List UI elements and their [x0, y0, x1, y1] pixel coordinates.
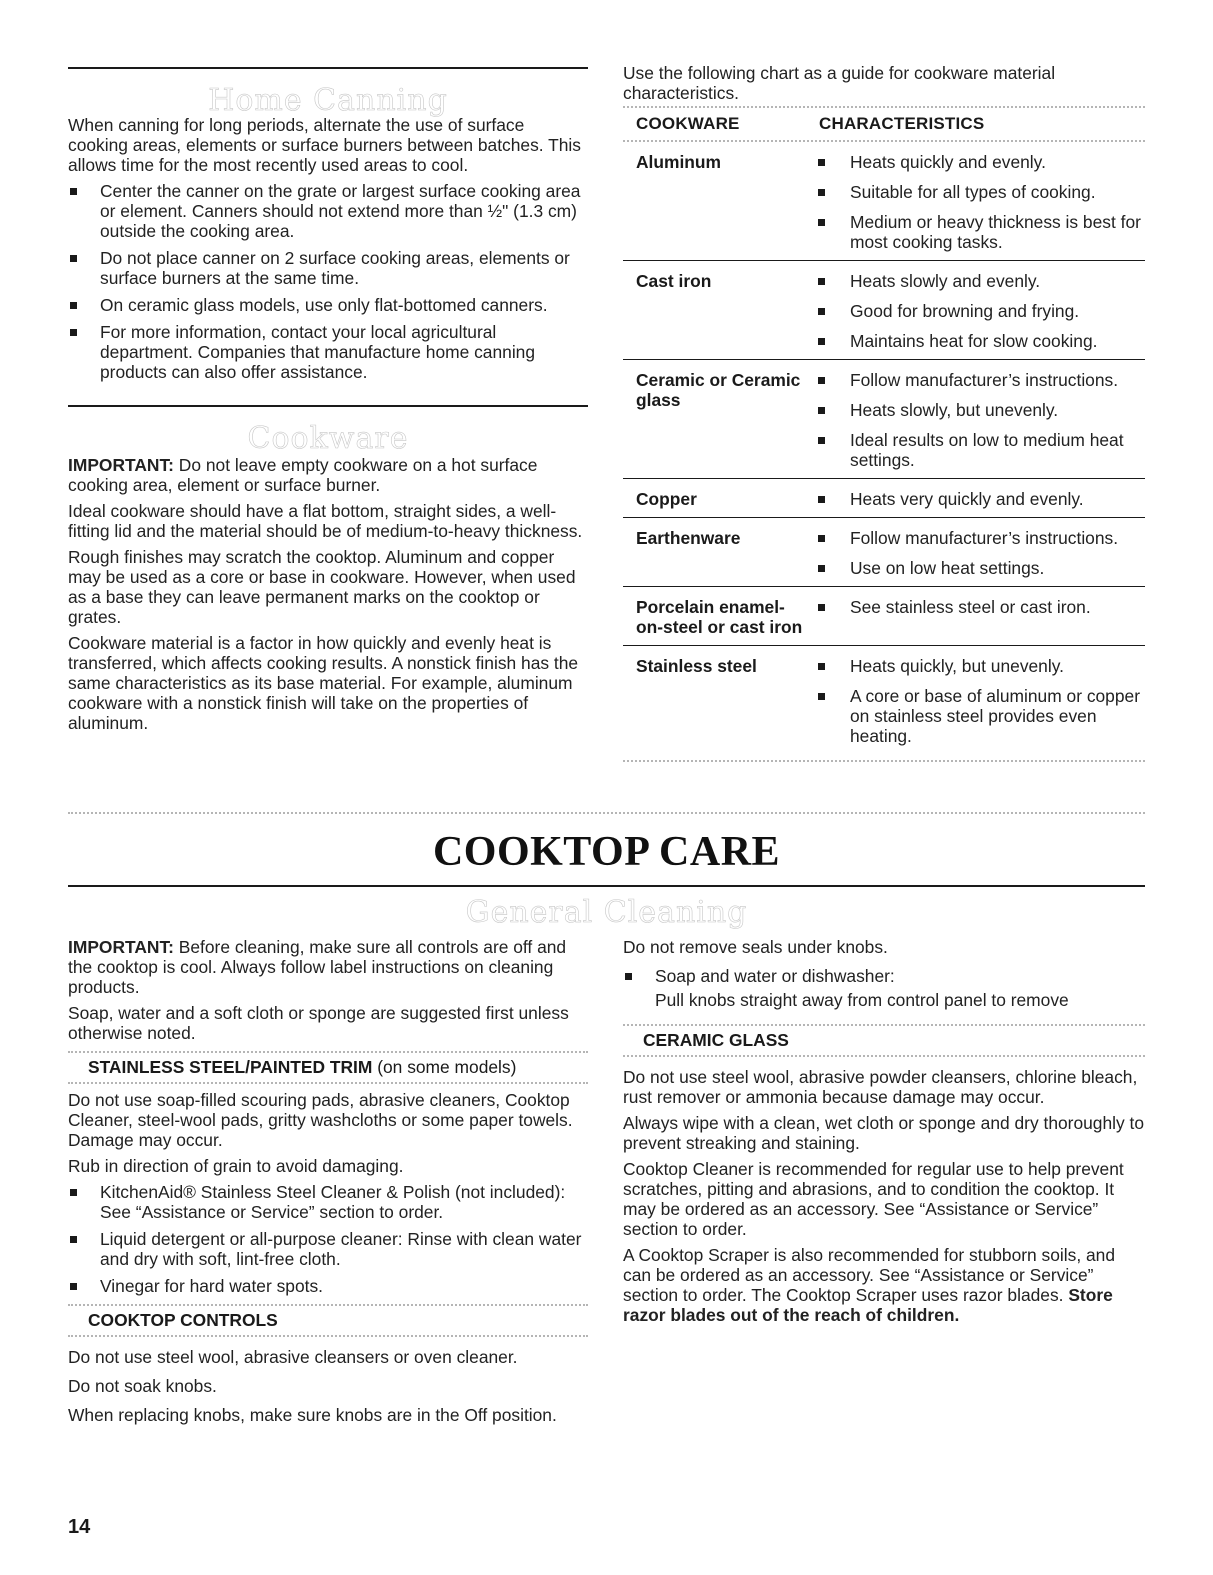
- list-item: Liquid detergent or all-purpose cleaner: Rinse with clean water and dry with soft, lint-free cloth.: [68, 1229, 588, 1269]
- table-row: Earthenware Follow manufacturer’s instructions. Use on low heat settings.: [623, 518, 1145, 587]
- list-item: On ceramic glass models, use only flat-bottomed canners.: [68, 295, 588, 315]
- stainless-paragraph: Rub in direction of grain to avoid damaging.: [68, 1156, 404, 1176]
- dotted-divider: [623, 760, 1145, 762]
- column-header-cookware: COOKWARE: [636, 114, 740, 133]
- title-dotted-rule: [68, 812, 1145, 814]
- bullet-icon: [818, 535, 825, 542]
- controls-paragraph: Do not soak knobs.: [68, 1376, 217, 1396]
- stainless-paragraph: Do not use soap-filled scouring pads, abrasive cleaners, Cooktop Cleaner, steel-wool pads, gritty washcloths or some paper towels. Damage may occur.: [68, 1090, 573, 1150]
- cookware-paragraph: Cookware material is a factor in how quickly and evenly heat is transferred, which affects cooking results. A nonstick finish has the same characteristics as its base material. For example, aluminum cookware with a nonstick finish will take on the properties of aluminum.: [68, 633, 579, 733]
- home-canning-section: [68, 67, 588, 389]
- bullet-icon: [818, 604, 825, 611]
- list-item: Center the canner on the grate or largest surface cooking area or element. Canners should not extend more than ½" (1.3 cm) outside the cooking area.: [68, 181, 588, 241]
- bullet-icon: [70, 1236, 77, 1243]
- section-rule: [68, 67, 588, 69]
- cookware-section: [68, 405, 588, 739]
- title-rule: [68, 885, 1145, 887]
- table-header: [623, 108, 1145, 140]
- bullet-icon: [818, 377, 825, 384]
- column-header-characteristics: CHARACTERISTICS: [819, 114, 985, 133]
- controls-paragraph: When replacing knobs, make sure knobs are in the Off position.: [68, 1405, 557, 1425]
- table-row: Stainless steel Heats quickly, but unevenly. A core or base of aluminum or copper on stainless steel provides even heating.: [636, 656, 1140, 746]
- bullet-icon: [818, 159, 825, 166]
- cookware-paragraph: Rough finishes may scratch the cooktop. Aluminum and copper may be used as a core or base in cookware. However, when used as a base they can leave permanent marks on the cooktop or grates.: [68, 547, 576, 627]
- bullet-icon: [70, 329, 77, 336]
- home-canning-intro: When canning for long periods, alternate the use of surface cooking areas, elements or surface burners between batches. This allows time for the most recently used areas to cool.: [68, 115, 581, 175]
- controls-bullet-detail: Pull knobs straight away from control panel to remove: [655, 990, 1069, 1010]
- bullet-icon: [70, 1189, 77, 1196]
- cleaning-important: IMPORTANT: Before cleaning, make sure all controls are off and the cooktop is cool. Always follow label instructions on cleaning products.: [68, 937, 567, 997]
- list-item: For more information, contact your local agricultural department. Companies that manufacture home canning products can also offer assistance.: [68, 322, 588, 382]
- home-canning-heading: Home Canning: [208, 83, 448, 118]
- bullet-icon: [818, 189, 825, 196]
- ceramic-paragraph: Do not use steel wool, abrasive powder cleansers, chlorine bleach, rust remover or ammonia because damage may occur.: [623, 1067, 1138, 1107]
- cookware-heading: Cookware: [247, 421, 409, 456]
- controls-paragraph: Do not use steel wool, abrasive cleansers or oven cleaner.: [68, 1347, 518, 1367]
- cookware-chart: [623, 63, 1145, 762]
- table-row: Cast iron Heats slowly and evenly. Good for browning and frying. Maintains heat for slow cooking.: [623, 261, 1145, 360]
- dotted-divider: [68, 1335, 588, 1337]
- table-row: Porcelain enamel-on-steel or cast iron See stainless steel or cast iron.: [623, 587, 1145, 646]
- bullet-icon: [818, 437, 825, 444]
- table-row: Copper Heats very quickly and evenly.: [623, 479, 1145, 518]
- dotted-divider: [623, 1055, 1145, 1057]
- cookware-important: IMPORTANT: Do not leave empty cookware on a hot surface cooking area, element or surface burner.: [68, 455, 538, 495]
- list-item: Do not place canner on 2 surface cooking areas, elements or surface burners at the same time.: [68, 248, 588, 288]
- bullet-icon: [818, 663, 825, 670]
- list-item: Vinegar for hard water spots.: [68, 1276, 588, 1296]
- cleaning-soap-note: Soap, water and a soft cloth or sponge are suggested first unless otherwise noted.: [68, 1003, 569, 1043]
- page-title: COOKTOP CARE: [432, 829, 781, 875]
- list-item: KitchenAid® Stainless Steel Cleaner & Polish (not included): See “Assistance or Service” section to order.: [68, 1182, 588, 1222]
- controls-subhead: COOKTOP CONTROLS: [88, 1310, 278, 1330]
- ceramic-paragraph: Always wipe with a clean, wet cloth or sponge and dry thoroughly to prevent streaking and staining.: [623, 1113, 1145, 1153]
- bullet-icon: [818, 407, 825, 414]
- list-item: Soap and water or dishwasher:: [623, 966, 1145, 986]
- ceramic-subhead: CERAMIC GLASS: [643, 1030, 789, 1050]
- bullet-icon: [70, 302, 77, 309]
- stainless-list: [68, 1182, 588, 1296]
- section-rule: [68, 405, 588, 407]
- cookware-paragraph: Ideal cookware should have a flat bottom, straight sides, a well-fitting lid and the material should be of medium-to-heavy thickness.: [68, 501, 583, 541]
- bullet-icon: [818, 338, 825, 345]
- bullet-icon: [818, 278, 825, 285]
- bullet-icon: [818, 693, 825, 700]
- bullet-icon: [818, 496, 825, 503]
- page-number: 14: [68, 1516, 91, 1538]
- home-canning-list: [68, 181, 588, 382]
- bullet-icon: [70, 255, 77, 262]
- ceramic-paragraph: Cooktop Cleaner is recommended for regular use to help prevent scratches, pitting and abrasions, and to condition the cooktop. It may be ordered as an accessory. See “Assistance or Service” section to order.: [623, 1159, 1124, 1239]
- dotted-divider: [68, 1082, 588, 1084]
- general-cleaning-left: [68, 937, 588, 1431]
- controls-right-intro: Do not remove seals under knobs.: [623, 937, 888, 957]
- chart-intro: Use the following chart as a guide for cookware material characteristics.: [623, 63, 1056, 103]
- general-cleaning-heading: General Cleaning: [465, 895, 748, 930]
- bullet-icon: [818, 565, 825, 572]
- bullet-icon: [70, 1283, 77, 1290]
- bullet-icon: [625, 973, 632, 980]
- bullet-icon: [70, 188, 77, 195]
- bullet-icon: [818, 219, 825, 226]
- bullet-icon: [818, 308, 825, 315]
- controls-list: [623, 966, 1145, 986]
- stainless-subhead: STAINLESS STEEL/PAINTED TRIM (on some models): [88, 1057, 517, 1077]
- table-row: Aluminum Heats quickly and evenly. Suitable for all types of cooking. Medium or heavy thickness is best for most cooking tasks.: [623, 142, 1145, 261]
- general-cleaning-right: [623, 937, 1145, 1331]
- ceramic-scraper-paragraph: A Cooktop Scraper is also recommended for stubborn soils, and can be ordered as an accessory. See “Assistance or Service” section to order. The Cooktop Scraper uses razor blades. Store razor blades out of the reach of children.: [623, 1245, 1116, 1325]
- table-row: Ceramic or Ceramic glass Follow manufacturer’s instructions. Heats slowly, but unevenly. Ideal results on low to medium heat settings.: [623, 360, 1145, 479]
